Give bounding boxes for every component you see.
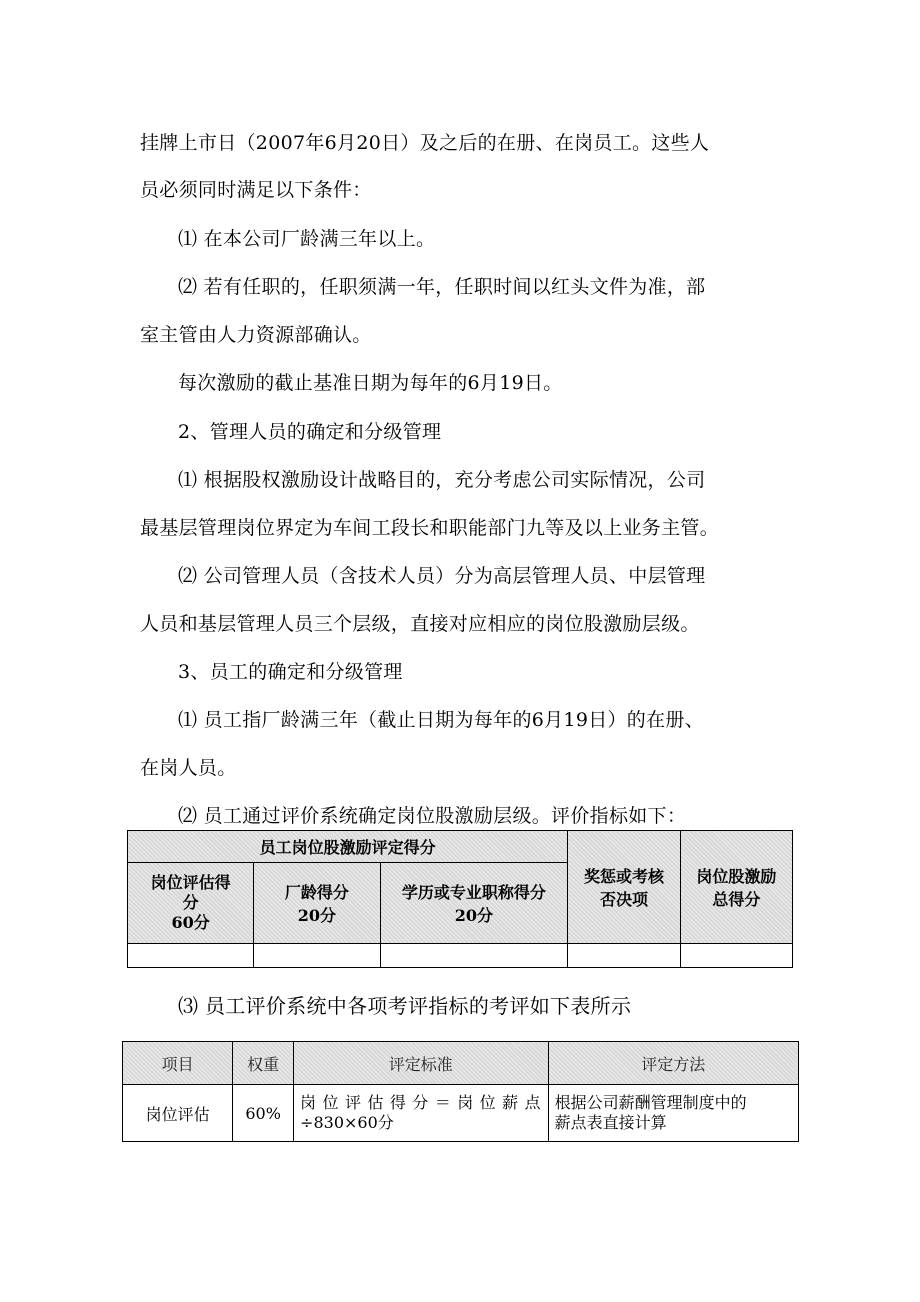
criteria-method: 根据公司薪酬管理制度中的 薪点表直接计算 — [548, 1085, 798, 1142]
criteria-header: 评定标准 — [294, 1042, 549, 1085]
score-empty-cell — [568, 943, 680, 967]
paragraph-line: ⑴ 员工指厂龄满三年（截止日期为每年的6月19日）的在册、 — [178, 709, 705, 731]
score-empty-cell — [128, 943, 254, 967]
criteria-header: 评定方法 — [548, 1042, 798, 1085]
table-row — [123, 1085, 799, 1142]
paragraph-line: 在岗人员。 — [140, 757, 237, 779]
score-col-post: 岗位评估得 分 60分 — [128, 863, 254, 944]
section-heading-2: 2、管理人员的确定和分级管理 — [178, 421, 442, 443]
score-col-seniority: 厂龄得分 20分 — [254, 863, 380, 944]
paragraph-line: ⑶ 员工评价系统中各项考评指标的考评如下表所示 — [178, 994, 632, 1018]
criteria-standard: 岗位评估得分＝岗位薪点 ÷830×60分 — [294, 1085, 549, 1142]
criteria-weight: 60% — [233, 1085, 294, 1142]
score-empty-cell — [380, 943, 568, 967]
score-col-total: 岗位股激励 总得分 — [680, 831, 792, 944]
condition-2: ⑵ 若有任职的，任职须满一年，任职时间以红头文件为准，部 — [178, 276, 706, 298]
criteria-header: 权重 — [233, 1042, 294, 1085]
paragraph-line: 人员和基层管理人员三个层级，直接对应相应的岗位股激励层级。 — [140, 613, 700, 635]
criteria-header: 项目 — [123, 1042, 233, 1085]
score-col-penalty: 奖惩或考核 否决项 — [568, 831, 680, 944]
condition-1: ⑴ 在本公司厂龄满三年以上。 — [178, 228, 436, 250]
score-group-header: 员工岗位股激励评定得分 — [128, 831, 568, 863]
paragraph-line: ⑴ 根据股权激励设计战略目的，充分考虑公司实际情况，公司 — [178, 469, 706, 491]
paragraph-line: ⑵ 员工通过评价系统确定岗位股激励层级。评价指标如下： — [178, 805, 687, 827]
paragraph-line: 员必须同时满足以下条件： — [140, 179, 372, 201]
paragraph-line: ⑵ 公司管理人员（含技术人员）分为高层管理人员、中层管理 — [178, 565, 706, 587]
score-col-education: 学历或专业职称得分 20分 — [380, 863, 568, 944]
score-empty-cell — [254, 943, 380, 967]
paragraph-line: 挂牌上市日（2007年6月20日）及之后的在册、在岗员工。这些人 — [140, 132, 710, 154]
criteria-item: 岗位评估 — [123, 1085, 233, 1142]
paragraph-line: 室主管由人力资源部确认。 — [140, 324, 372, 346]
paragraph-line: 每次激励的截止基准日期为每年的6月19日。 — [178, 372, 563, 394]
section-heading-3: 3、员工的确定和分级管理 — [178, 661, 403, 683]
paragraph-line: 最基层管理岗位界定为车间工段长和职能部门九等及以上业务主管。 — [140, 517, 720, 539]
score-empty-cell — [680, 943, 792, 967]
score-table — [127, 830, 793, 968]
criteria-table — [122, 1041, 799, 1142]
